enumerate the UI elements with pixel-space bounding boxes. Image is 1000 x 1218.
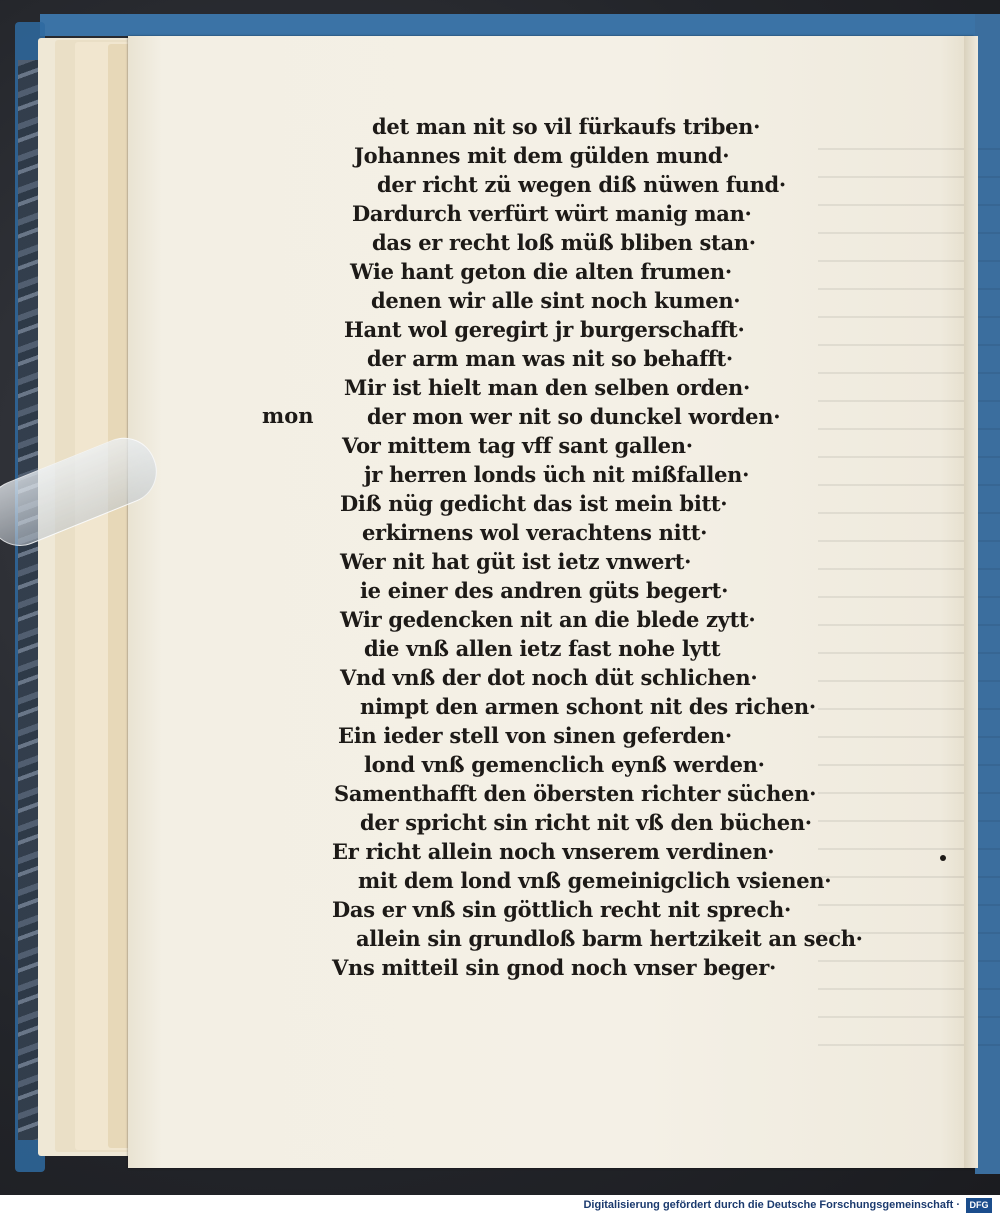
verse-line: Mir ist hielt man den selben orden·	[344, 375, 751, 400]
verse-line: allein sin grundloß barm hertzikeit an sech·	[356, 926, 863, 951]
page-gutter	[964, 36, 978, 1168]
verse-line: Wer nit hat güt ist ietz vnwert·	[340, 549, 692, 574]
verse-line: Wie hant geton die alten frumen·	[350, 259, 732, 284]
verse-line: lond vnß gemenclich eynß werden·	[364, 752, 765, 777]
book-cover-top-edge	[40, 14, 1000, 36]
verse-line: Vor mittem tag vff sant gallen·	[342, 433, 693, 458]
verse-line: denen wir alle sint noch kumen·	[371, 288, 741, 313]
verse-line: mit dem lond vnß gemeinigclich vsienen·	[358, 868, 832, 893]
verse-line: der arm man was nit so behafft·	[367, 346, 733, 371]
dfg-logo-icon: DFG	[966, 1198, 992, 1213]
verse-line: der spricht sin richt nit vß den büchen·	[360, 810, 812, 835]
ink-mark	[940, 855, 946, 861]
verse-line: das er recht loß müß bliben stan·	[372, 230, 756, 255]
verse-line: Das er vnß sin göttlich recht nit sprech·	[332, 897, 791, 922]
verse-line: Er richt allein noch vnserem verdinen·	[332, 839, 775, 864]
verse-line: Diß nüg gedicht das ist mein bitt·	[340, 491, 728, 516]
verse-line: Johannes mit dem gülden mund·	[354, 143, 730, 168]
verse-line: jr herren londs üch nit mißfallen·	[364, 462, 750, 487]
verse-line: Vnd vnß der dot noch düt schlichen·	[340, 665, 758, 690]
verse-line: nimpt den armen schont nit des richen·	[360, 694, 816, 719]
verse-line: Ein ieder stell von sinen geferden·	[338, 723, 732, 748]
verse-line: der mon wer nit so dunckel worden·	[367, 404, 781, 429]
verse-line: Hant wol geregirt jr burgerschafft·	[344, 317, 745, 342]
footer-bar	[0, 1195, 1000, 1218]
verse-line: der richt zü wegen diß nüwen fund·	[377, 172, 786, 197]
verse-line: Dardurch verfürt würt manig man·	[352, 201, 752, 226]
funding-credit: Digitalisierung gefördert durch die Deutsche Forschungsgemeinschaft ·	[583, 1199, 960, 1211]
verse-line: ie einer des andren güts begert·	[360, 578, 729, 603]
verse-line: det man nit so vil fürkaufs triben·	[372, 114, 761, 139]
marginal-note: mon	[262, 403, 314, 428]
verse-line: Vns mitteil sin gnod noch vnser beger·	[332, 955, 776, 980]
verse-line: Wir gedencken nit an die blede zytt·	[340, 607, 756, 632]
verse-line: Samenthafft den öbersten richter süchen·	[334, 781, 817, 806]
verse-line: erkirnens wol verachtens nitt·	[362, 520, 708, 545]
verse-line: die vnß allen ietz fast nohe lytt	[364, 636, 721, 661]
